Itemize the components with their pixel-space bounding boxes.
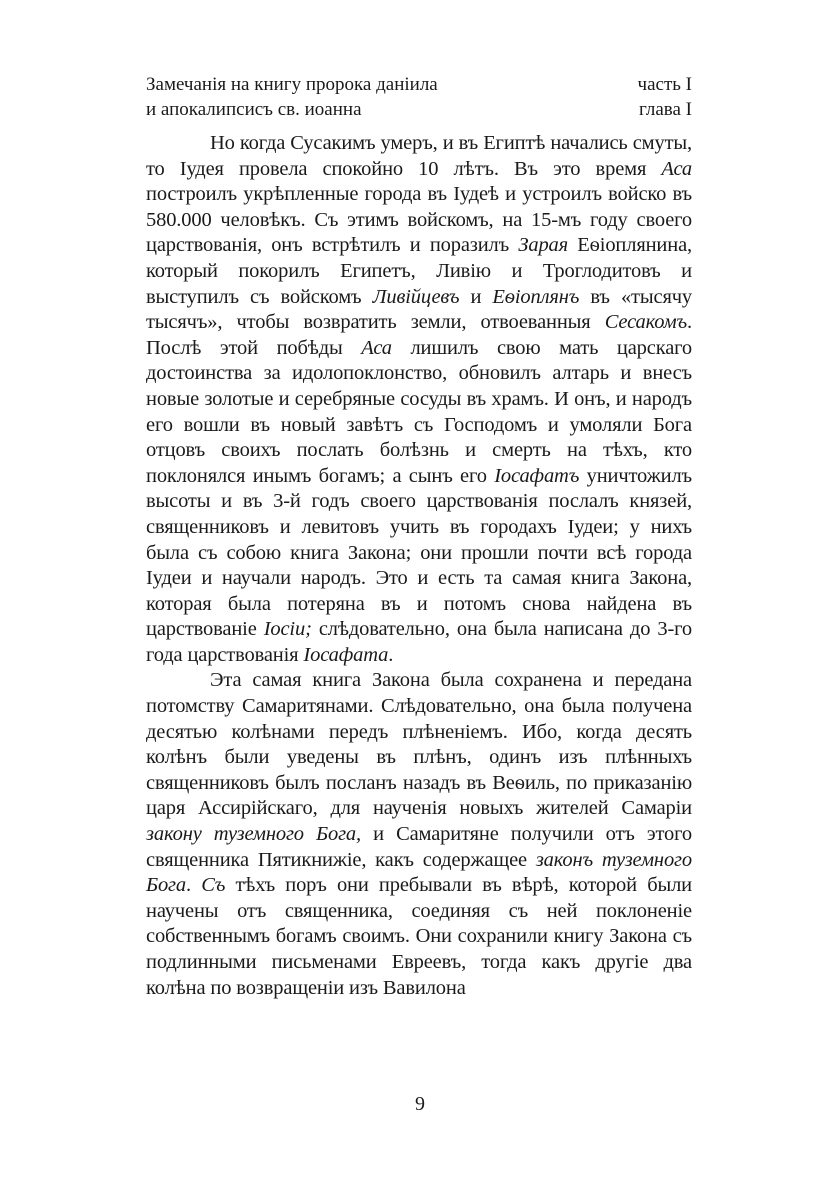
text-run: построилъ укрѣпленные города въ Іудеѣ и устроилъ войско въ 580.000 человѣкъ. Съ этимъ войскомъ, на 15-мъ году своего царствованія, онъ встрѣтилъ и поразилъ bbox=[146, 183, 692, 257]
header-row-1 bbox=[146, 72, 692, 97]
page-number: 9 bbox=[415, 1093, 425, 1115]
text-run: и Самаритяне получили отъ этого священника Пятикнижіе, какъ содержащее bbox=[146, 823, 692, 871]
running-header bbox=[146, 72, 692, 122]
header-book-title-line2: и апокалипсисъ св. иоанна bbox=[146, 99, 362, 120]
italic-text-run: Іосафатъ bbox=[494, 464, 580, 487]
italic-text-run: Ливійцевъ bbox=[372, 285, 460, 308]
text-run: и bbox=[459, 285, 493, 308]
italic-text-run: Аса bbox=[661, 157, 692, 180]
italic-text-run: закону туземного Бога, bbox=[146, 823, 361, 846]
paragraph-1 bbox=[146, 131, 692, 668]
header-part-label: часть I bbox=[637, 74, 692, 95]
italic-text-run: Сесакомъ bbox=[604, 311, 688, 334]
italic-text-run: Іосіи; bbox=[263, 618, 312, 641]
text-run: . Послѣ этой побѣды bbox=[146, 311, 692, 359]
italic-text-run: Еѳіоплянъ bbox=[492, 285, 580, 308]
text-run: Еѳіоплянина, который покорилъ Египетъ, Ливію и Троглодитовъ и выступилъ съ войскомъ bbox=[146, 234, 692, 308]
header-book-title-line1: Замечанія на книгу пророка даніила bbox=[146, 74, 438, 95]
text-run: Эта самая книга Закона была сохранена и передана потомству Самаритянами. Слѣдовательно, она была получена десятью колѣнами передъ плѣненіемъ. Ибо, когда десять колѣнъ были уведены въ плѣнъ, одинъ изъ плѣнныхъ священниковъ былъ посланъ назадъ въ Веѳиль, по приказанію царя Ассирійскаго, для наученія новыхъ жителей Самаріи bbox=[146, 669, 692, 820]
italic-text-run: Съ bbox=[201, 874, 226, 897]
text-run: . bbox=[388, 643, 394, 666]
text-run: . bbox=[186, 874, 202, 897]
text-run: въ «тысячу тысячъ», чтобы возвратить земли, отвоеванныя bbox=[146, 285, 692, 334]
header-row-2 bbox=[146, 97, 692, 122]
body-text bbox=[146, 131, 692, 1001]
text-run: слѣдовательно, она была написана до 3-го года царствованія bbox=[146, 618, 692, 666]
page bbox=[146, 72, 692, 1001]
italic-text-run: Іосафата bbox=[303, 643, 389, 666]
text-run: Но когда Сусакимъ умеръ, и въ Египтѣ начались смуты, то Іудея провела спокойно 10 лѣтъ. Въ это время bbox=[146, 132, 692, 180]
text-run: тѣхъ поръ они пребывали въ вѣрѣ, которой были научены отъ священника, соединяя съ ней поклоненіе собственнымъ богамъ своимъ. Они сохранили книгу Закона съ подлинными письменами Евреевъ, тогда какъ другіе два колѣна по возвращеніи изъ Вавилона bbox=[146, 874, 693, 999]
paragraph-2 bbox=[146, 668, 692, 1001]
text-run: лишилъ свою мать царскаго достоинства за идолопоклонство, обновилъ алтарь и внесъ новые золотые и серебряные сосуды въ храмъ. И онъ, и народъ его вошли въ новый завѣтъ съ Господомъ и умоляли Бога отцовъ своихъ послать болѣзнь и смерть на тѣхъ, кто поклонялся инымъ богамъ; а сынъ его bbox=[146, 336, 692, 487]
text-run: уничтожилъ высоты и въ 3-й годъ своего царствованія послалъ князей, священниковъ и левитовъ учить въ городахъ Іудеи; у нихъ была съ собою книга Закона; они прошли почти всѣ города Іудеи и научали народъ. Это и есть та самая книга Закона, которая была потеряна въ и потомъ снова найдена въ царствованіе bbox=[146, 464, 692, 641]
italic-text-run: Аса bbox=[361, 336, 392, 359]
italic-text-run: законъ туземного Бога bbox=[146, 848, 692, 897]
italic-text-run: Зарая bbox=[518, 234, 569, 257]
header-chapter-label: глава I bbox=[639, 99, 692, 120]
